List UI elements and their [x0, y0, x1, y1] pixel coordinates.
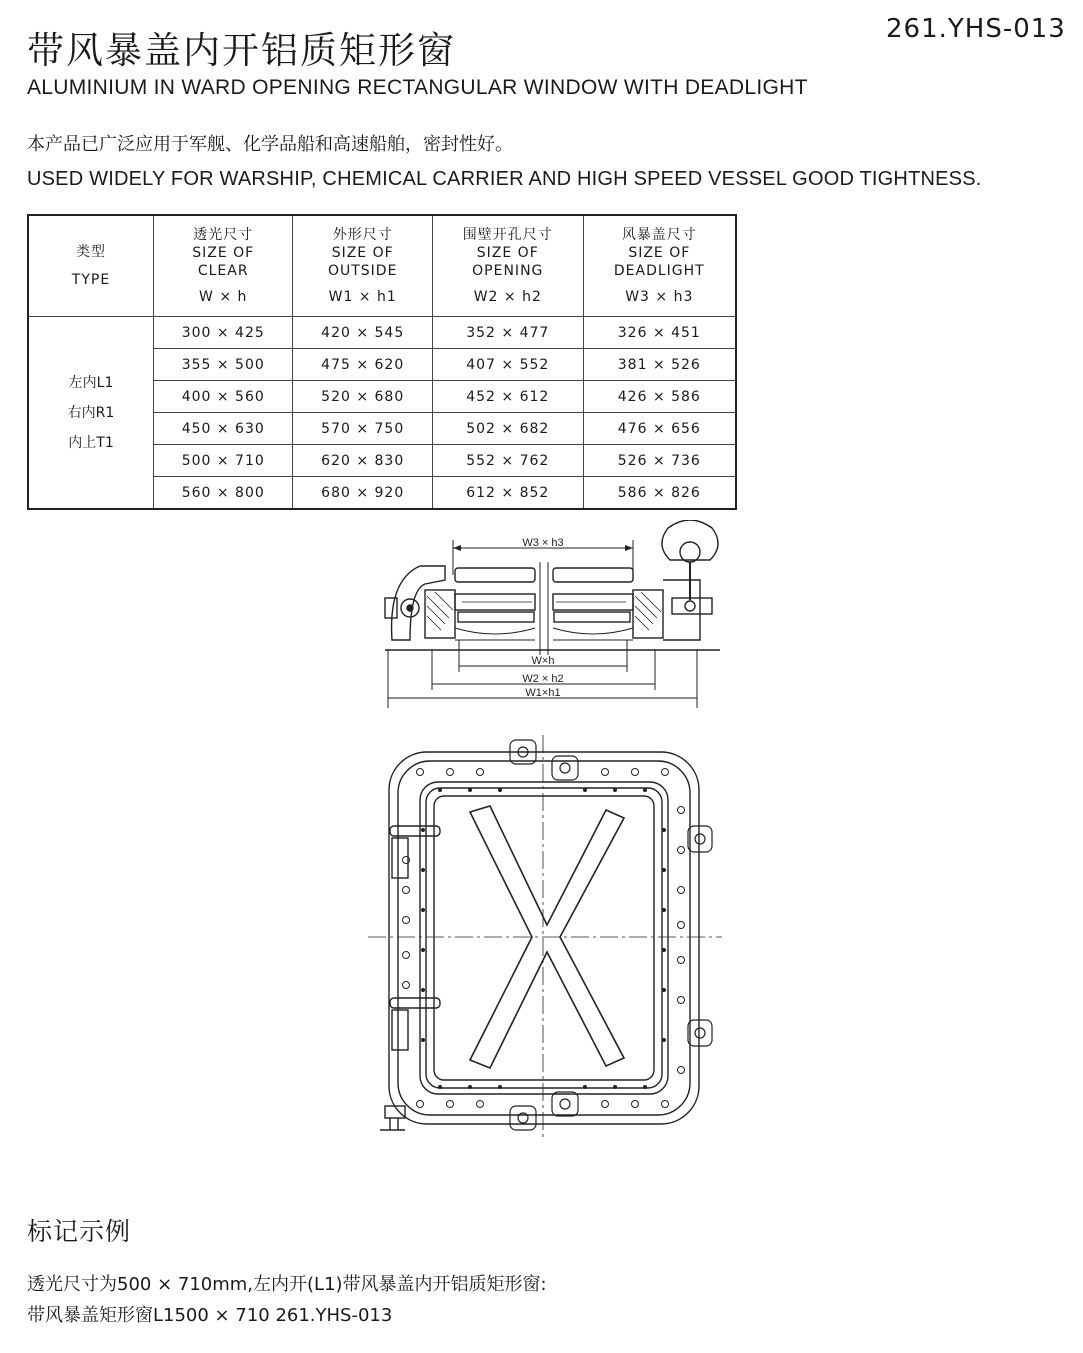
dim-opening-label: W2 × h2 — [522, 673, 564, 685]
header-formula: W2 × h2 — [473, 289, 542, 305]
table-cell: 355 × 500 — [154, 349, 293, 381]
type-label: 内上T1 — [68, 434, 114, 451]
table-header-row — [28, 215, 736, 317]
header-en: SIZE OF — [628, 245, 691, 261]
table-cell: 502 × 682 — [432, 413, 583, 445]
table-cell: 426 × 586 — [583, 381, 736, 413]
section-view — [385, 520, 720, 708]
header-en: CLEAR — [197, 263, 249, 279]
header-cn: 围壁开孔尺寸 — [462, 227, 553, 243]
description-chinese: 本产品已广泛应用于军舰、化学品船和高速船舶，密封性好。 — [27, 134, 513, 155]
table-cell: 450 × 630 — [154, 413, 293, 445]
table-cell: 300 × 425 — [154, 317, 293, 349]
type-label: 左内L1 — [68, 374, 114, 391]
header-en: OPENING — [472, 263, 544, 279]
table-cell: 475 × 620 — [293, 349, 432, 381]
table-cell: 407 × 552 — [432, 349, 583, 381]
page-title-chinese: 带风暴盖内开铝质矩形窗 — [27, 29, 456, 72]
header-clear — [154, 215, 293, 317]
table-cell: 520 × 680 — [293, 381, 432, 413]
table-row — [28, 317, 736, 349]
table-cell: 570 × 750 — [293, 413, 432, 445]
table-cell: 326 × 451 — [583, 317, 736, 349]
header-type-en: TYPE — [71, 272, 111, 288]
header-en: SIZE OF — [331, 245, 394, 261]
header-formula: W × h — [199, 289, 248, 305]
table-cell: 420 × 545 — [293, 317, 432, 349]
header-en: DEADLIGHT — [613, 263, 705, 279]
dim-outside-label: W1×h1 — [525, 687, 561, 699]
size-table — [27, 214, 737, 510]
dim-clear-label: W×h — [531, 655, 555, 667]
header-outside — [293, 215, 432, 317]
header-en: SIZE OF — [476, 245, 539, 261]
table-cell: 586 × 826 — [583, 477, 736, 510]
type-cell — [28, 317, 154, 510]
table-cell: 526 × 736 — [583, 445, 736, 477]
header-formula: W3 × h3 — [625, 289, 694, 305]
description-english: USED WIDELY FOR WARSHIP, CHEMICAL CARRIER AND HIGH SPEED VESSEL GOOD TIGHTNESS. — [27, 168, 982, 190]
table-cell: 680 × 920 — [293, 477, 432, 510]
header-opening — [432, 215, 583, 317]
table-cell: 552 × 762 — [432, 445, 583, 477]
table-cell: 476 × 656 — [583, 413, 736, 445]
header-type — [28, 215, 154, 317]
product-code: 261.YHS-013 — [886, 14, 1066, 44]
header-en: OUTSIDE — [327, 263, 398, 279]
page-title-english: ALUMINIUM IN WARD OPENING RECTANGULAR WINDOW WITH DEADLIGHT — [27, 76, 808, 99]
type-label: 右内R1 — [67, 404, 115, 421]
header-formula: W1 × h1 — [328, 289, 397, 305]
header-cn: 透光尺寸 — [193, 227, 254, 243]
table-cell: 500 × 710 — [154, 445, 293, 477]
header-cn: 风暴盖尺寸 — [621, 227, 697, 243]
table-cell: 400 × 560 — [154, 381, 293, 413]
table-cell: 352 × 477 — [432, 317, 583, 349]
marking-example-title: 标记示例 — [27, 1217, 132, 1246]
table-cell: 612 × 852 — [432, 477, 583, 510]
table-cell: 560 × 800 — [154, 477, 293, 510]
technical-drawing — [360, 520, 730, 1150]
table-cell: 620 × 830 — [293, 445, 432, 477]
header-deadlight — [583, 215, 736, 317]
header-en: SIZE OF — [192, 245, 255, 261]
dim-deadlight-label: W3 × h3 — [522, 537, 564, 549]
header-type-cn: 类型 — [76, 244, 106, 260]
header-cn: 外形尺寸 — [332, 227, 393, 243]
plan-view — [368, 735, 722, 1140]
table-cell: 452 × 612 — [432, 381, 583, 413]
table-cell: 381 × 526 — [583, 349, 736, 381]
marking-example-line-2: 带风暴盖矩形窗L1500 × 710 261.YHS-013 — [27, 1305, 393, 1326]
marking-example-line-1: 透光尺寸为500 × 710mm,左内开(L1)带风暴盖内开铝质矩形窗: — [27, 1274, 547, 1295]
